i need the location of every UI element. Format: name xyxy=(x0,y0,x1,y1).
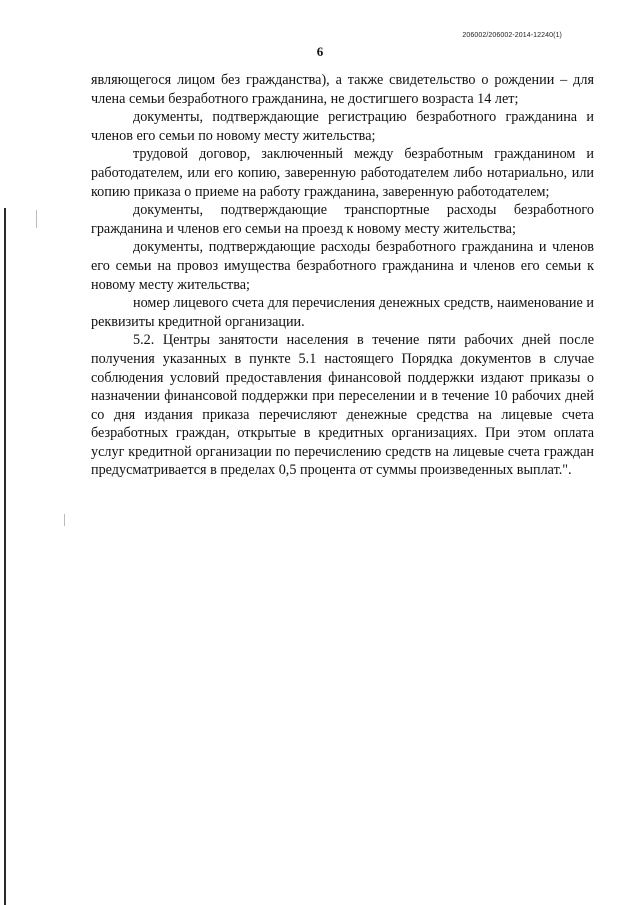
scan-speck xyxy=(64,514,65,526)
paragraph-continuation: являющегося лицом без гражданства), а также свидетельство о рождении – для члена семьи безработного гражданина, не достигшего возраста 14 лет; xyxy=(91,72,594,107)
paragraph-transport-expenses: документы, подтверждающие транспортные расходы безработного гражданина и членов его семьи на проезд к новому месту жительства; xyxy=(91,202,594,237)
paragraph-employment-contract: трудовой договор, заключенный между безработным гражданином и работодателем, или его копию, заверенную работодателем либо нотариально, или копию приказа о приеме на работу гражданина, заверенную работодателем; xyxy=(91,146,594,200)
document-body xyxy=(91,71,594,480)
paragraph-registration-docs: документы, подтверждающие регистрацию безработного гражданина и членов его семьи по новому месту жительства; xyxy=(91,109,594,144)
paragraph-property-expenses: документы, подтверждающие расходы безработного гражданина и членов его семьи на провоз имущества безработного гражданина и членов его семьи к новому месту жительства; xyxy=(91,239,594,293)
scan-speck xyxy=(36,210,37,228)
document-code: 206002/206002-2014-12240(1) xyxy=(462,32,562,39)
paragraph-section-5-2: 5.2. Центры занятости населения в течение пяти рабочих дней после получения указанных в пункте 5.1 настоящего Порядка документов в случае соблюдения условий предоставления финансовой поддержки издают приказы о назначении финансовой поддержки при переселении и в течение 10 рабочих дней со дня издания приказа перечисляют денежные средства на лицевые счета безработных граждан, открытые в кредитных организациях. При этом оплата услуг кредитной организации по перечислению средств на лицевые счета граждан предусматривается в пределах 0,5 процента от суммы произведенных выплат.". xyxy=(91,332,594,479)
scan-edge-line xyxy=(4,208,6,905)
page-number: 6 xyxy=(316,44,324,59)
paragraph-account-number: номер лицевого счета для перечисления денежных средств, наименование и реквизиты кредитной организации. xyxy=(91,295,594,330)
